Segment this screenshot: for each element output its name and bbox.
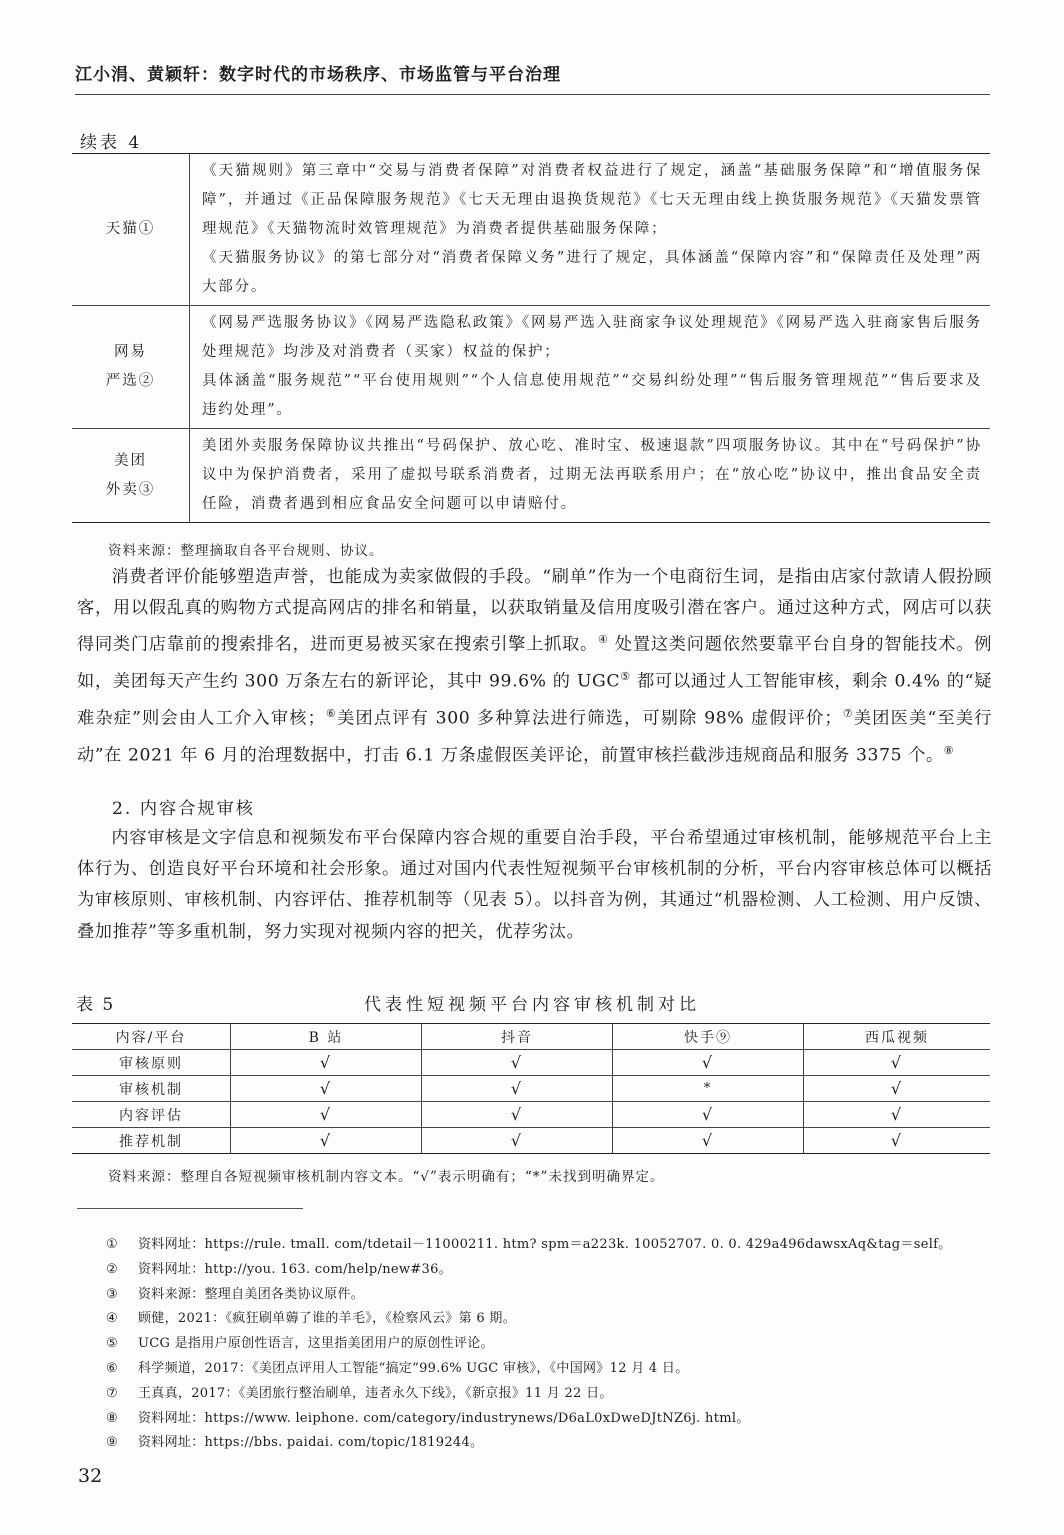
row-label: 推荐机制 xyxy=(72,1128,231,1154)
table4-source-note: 资料来源：整理摘取自各平台规则、协议。 xyxy=(108,543,384,559)
footnote-text: 顾健，2021：《疯狂刷单薅了谁的羊毛》，《检察风云》第 6 期。 xyxy=(138,1311,517,1327)
table-row xyxy=(72,1050,990,1076)
footnote-number: ⑥ xyxy=(106,1360,118,1376)
table4 xyxy=(72,153,990,523)
footnote-text: 王真真，2017：《美团旅行整治刷单，违者永久下线》，《新京报》11 月 22 日。 xyxy=(138,1385,613,1401)
footnote-ref[interactable]: ④ xyxy=(598,633,609,647)
description-paragraph: 《天猫服务协议》的第七部分对“消费者保障义务”进行了规定，具体涵盖“保障内容”和“保障责任及处理”两大部分。 xyxy=(202,250,982,295)
platform-name: 严选② xyxy=(105,373,156,389)
table-row xyxy=(72,1102,990,1128)
footnote-text: 资料来源：整理自美团各类协议原件。 xyxy=(138,1286,365,1302)
section-subheading: 2. 内容合规审核 xyxy=(112,799,255,819)
body-text: 处置这类问题依然要靠平台自身的智能技术。例如，美团每天产生约 300 万条左右的新评论，其中 99.6% 的 UGC xyxy=(77,635,992,693)
table5-source-note: 资料来源：整理自各短视频审核机制内容文本。“√”表示明确有；“*”未找到明确界定。 xyxy=(108,1169,665,1185)
undefined-mark: * xyxy=(613,1076,804,1102)
footnote xyxy=(106,1357,986,1382)
footnote-text: 资料网址：http://you. 163. com/help/new#36。 xyxy=(138,1261,452,1277)
body-paragraph-2 xyxy=(77,823,992,948)
row-label: 审核机制 xyxy=(72,1076,231,1102)
column-header: 快手⑨ xyxy=(613,1024,804,1050)
check-mark: √ xyxy=(804,1050,991,1076)
table-header-row xyxy=(72,1024,990,1050)
table4-continued-label: 续表 4 xyxy=(80,133,143,153)
check-mark: √ xyxy=(613,1102,804,1128)
check-mark: √ xyxy=(422,1102,613,1128)
table4-description-cell xyxy=(190,306,991,429)
footnote-number: ⑨ xyxy=(106,1435,118,1451)
table4-description-cell xyxy=(190,154,991,306)
footnote-divider xyxy=(77,1208,303,1209)
check-mark: √ xyxy=(422,1076,613,1102)
footnote-number: ⑤ xyxy=(106,1336,118,1352)
header-divider xyxy=(75,94,990,95)
body-text: 都可以通过人工智能审核，剩余 0.4% 的“疑难杂症”则会由人工介入审核； xyxy=(77,672,992,730)
footnote-number: ① xyxy=(106,1237,118,1252)
footnote-text: UCG 是指用户原创性语言，这里指美团用户的原创性评论。 xyxy=(138,1336,494,1352)
footnote-number: ④ xyxy=(106,1311,118,1327)
table-row xyxy=(72,306,990,429)
table5-label: 表 5 xyxy=(76,995,116,1015)
check-mark: √ xyxy=(231,1076,422,1102)
check-mark: √ xyxy=(613,1128,804,1154)
body-text: 美团点评有 300 多种算法进行筛选，可剔除 98% 虚假评价； xyxy=(337,709,843,730)
column-header: 抖音 xyxy=(422,1024,613,1050)
table-row xyxy=(72,154,990,306)
footnote-text: 科学频道，2017：《美团点评用人工智能“搞定”99.6% UGC 审核》，《中国网》12 月 4 日。 xyxy=(138,1360,689,1376)
footnote-ref[interactable]: ⑦ xyxy=(842,707,854,721)
footnote xyxy=(106,1431,986,1456)
column-header: 西瓜视频 xyxy=(804,1024,991,1050)
footnote-ref[interactable]: ⑥ xyxy=(325,707,338,721)
footnote-text: 资料网址：https://rule. tmall. com/tdetail－11000211. htm? spm＝a223k. 10052707. 0. 0. 429a496dawsxAq&tag＝self。 xyxy=(138,1237,952,1252)
platform-name: 天猫① xyxy=(105,221,156,237)
description-paragraph: 《天猫规则》第三章中“交易与消费者保障”对消费者权益进行了规定，涵盖“基础服务保障”和“增值服务保障”，并通过《正品保障服务规范》《七天无理由退换货规范》《七天无理由线上换货服务规范》《天猫发票管理规范》《天猫物流时效管理规范》为消费者提供基础服务保障； xyxy=(202,163,982,237)
footnote-ref[interactable]: ⑧ xyxy=(943,744,955,758)
body-text: 消费者评价能够塑造声誉，也能成为卖家做假的手段。“刷单”作为一个电商衍生词，是指由店家付款请人假扮顾客，用以假乱真的购物方式提高网店的排名和销量，以获取销量及信用度吸引潜在客户。通过这种方式，网店可以获得同类门店靠前的搜索排名，进而更易被买家在搜索引擎上抓取。 xyxy=(77,567,992,656)
table-row xyxy=(72,1128,990,1154)
column-header: 内容/平台 xyxy=(72,1024,231,1050)
table5 xyxy=(72,1023,990,1154)
description-paragraph: 《网易严选服务协议》《网易严选隐私政策》《网易严选入驻商家争议处理规范》《网易严选入驻商家售后服务处理规范》均涉及对消费者（买家）权益的保护； xyxy=(202,315,982,360)
footnote-number: ⑧ xyxy=(106,1410,118,1426)
row-label: 内容评估 xyxy=(72,1102,231,1128)
footnote xyxy=(106,1258,986,1283)
table5-title: 代表性短视频平台内容审核机制对比 xyxy=(364,995,700,1015)
footnote-number: ⑦ xyxy=(106,1385,118,1401)
body-paragraph-1 xyxy=(77,562,992,772)
platform-name: 外卖③ xyxy=(105,481,156,498)
platform-name: 网易 xyxy=(114,344,147,360)
table4-platform-cell xyxy=(72,429,190,523)
footnote xyxy=(106,1407,986,1432)
check-mark: √ xyxy=(804,1102,991,1128)
platform-name: 美团 xyxy=(114,452,147,469)
footnote-number: ② xyxy=(106,1261,118,1277)
running-header: 江小涓、黄颖轩：数字时代的市场秩序、市场监管与平台治理 xyxy=(75,65,561,85)
table-row xyxy=(72,429,990,523)
check-mark: √ xyxy=(422,1128,613,1154)
footnote xyxy=(106,1233,986,1258)
footnotes xyxy=(106,1233,986,1456)
footnote xyxy=(106,1307,986,1332)
description-paragraph: 美团外卖服务保障协议共推出“号码保护、放心吃、准时宝、极速退款”四项服务协议。其中在“号码保护”协议中为保护消费者，采用了虚拟号联系消费者，过期无法再联系用户；在“放心吃”协议中，推出食品安全责任险，消费者遇到相应食品安全问题可以申请赔付。 xyxy=(202,438,982,512)
column-header: B 站 xyxy=(231,1024,422,1050)
check-mark: √ xyxy=(422,1050,613,1076)
description-paragraph: 具体涵盖“服务规范”“平台使用规则”“个人信息使用规范”“交易纠纷处理”“售后服务管理规范”“售后要求及违约处理”。 xyxy=(202,373,982,418)
table4-platform-cell xyxy=(72,306,190,429)
table-row xyxy=(72,1076,990,1102)
footnote xyxy=(106,1332,986,1357)
body-text: 美团医美“至美行动”在 2021 年 6 月的治理数据中，打击 6.1 万条虚假医美评论，前置审核拦截涉违规商品和服务 3375 个。 xyxy=(77,709,992,766)
footnote-text: 资料网址：https://bbs. paidai. com/topic/1819244。 xyxy=(138,1435,484,1451)
footnote-text: 资料网址：https://www. leiphone. com/category/industrynews/D6aL0xDweDJtNZ6j. html。 xyxy=(138,1410,750,1426)
check-mark: √ xyxy=(804,1076,991,1102)
footnote-number: ③ xyxy=(106,1286,118,1302)
footnote-ref[interactable]: ⑤ xyxy=(620,670,631,684)
check-mark: √ xyxy=(890,1131,904,1150)
footnote xyxy=(106,1283,986,1308)
table4-platform-cell xyxy=(72,154,190,306)
check-mark: √ xyxy=(613,1050,804,1076)
table4-description-cell xyxy=(190,429,991,523)
footnote xyxy=(106,1382,986,1407)
body-text: 内容审核是文字信息和视频发布平台保障内容合规的重要自治手段，平台希望通过审核机制，能够规范平台上主体行为、创造良好平台环境和社会形象。通过对国内代表性短视频平台审核机制的分析，平台内容审核总体可以概括为审核原则、审核机制、内容评估、推荐机制等（见表 5）。以抖音为例，其通过“机器检测、人工检测、用户反馈、叠加推荐”等多重机制，努力实现对视频内容的把关，优荐劣汰。 xyxy=(77,828,992,942)
page-number: 32 xyxy=(78,1465,103,1487)
check-mark: √ xyxy=(231,1050,422,1076)
row-label: 审核原则 xyxy=(72,1050,231,1076)
check-mark: √ xyxy=(231,1128,422,1154)
check-mark: √ xyxy=(231,1102,422,1128)
